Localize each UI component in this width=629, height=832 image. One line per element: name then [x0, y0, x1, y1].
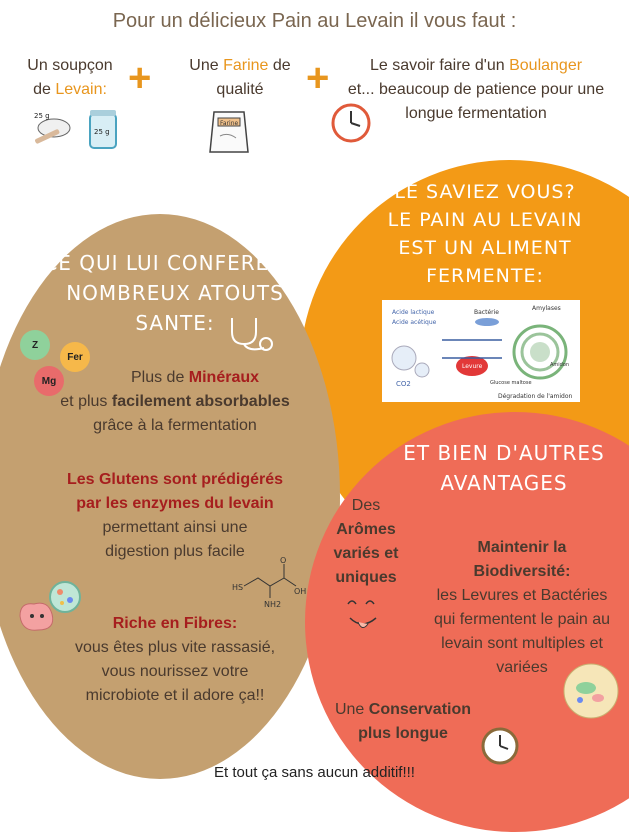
molecule-label-hs: HS: [232, 583, 244, 592]
diagram-label-amylases: Amylases: [532, 305, 561, 312]
bacteria-icon: [48, 580, 82, 614]
mineraux-line2-highlight: facilement absorbables: [111, 393, 290, 410]
mineral-zinc: Z: [20, 330, 50, 360]
conservation-paragraph: [322, 698, 484, 746]
gluten-line4: digestion plus facile: [105, 543, 245, 560]
biodiversite-line4: qui fermentent le pain au: [433, 611, 611, 628]
fibres-line1: [30, 612, 320, 636]
fibres-line4: microbiote et il adore ça!!: [85, 687, 265, 704]
clock-icon-2: [480, 726, 520, 766]
autres-heading: [384, 438, 624, 498]
diagram-label-glucose: Glucose maltose: [490, 380, 532, 386]
levain-jar-icon: [32, 104, 122, 152]
aromes-line2: variés et: [333, 545, 399, 562]
diagram-label-acide-lactique: Acide lactique: [392, 309, 435, 316]
microbe-icon: [562, 662, 620, 720]
flour-bag-label: Farine: [220, 120, 239, 127]
fibres-pre: Riche en: [112, 615, 184, 632]
biodiversite-line6: variées: [496, 659, 548, 676]
spoon-weight-label: 25 g: [34, 112, 50, 120]
fibres-line3: vous nourissez votre: [101, 663, 249, 680]
fibres-highlight: Fibres:: [183, 615, 238, 632]
autres-line-1: ET BIEN D'AUTRES: [403, 441, 605, 465]
jar-weight-label: 25 g: [94, 128, 110, 136]
ingredient-farine-post: de: [268, 57, 291, 74]
plus-icon-2: +: [306, 56, 330, 100]
ingredient-boulanger-line1: [326, 54, 626, 78]
aromes-line1: Arômes: [336, 521, 396, 538]
footer-text: Et tout ça sans aucun additif!!!: [214, 764, 415, 781]
ingredient-levain-highlight: Levain:: [55, 81, 107, 98]
ingredient-farine-line1: [170, 54, 310, 78]
gluten-line2: par les enzymes du levain: [76, 495, 274, 512]
biodiversite-line1: Maintenir la: [477, 539, 567, 556]
biodiversite-line3: les Levures et Bactéries: [436, 587, 608, 604]
conservation-line1: [322, 698, 484, 722]
molecule-label-nh2: NH2: [264, 600, 282, 608]
biodiversite-line2: Biodiversité:: [473, 563, 571, 580]
biodiversite-paragraph: [416, 536, 628, 680]
ingredient-farine-pre: Une: [189, 57, 224, 74]
saviez-line-4: FERMENTE:: [426, 265, 544, 287]
atouts-line-2: NOMBREUX ATOUTS: [66, 281, 284, 305]
ingredient-levain-line2: [10, 78, 130, 102]
mineraux-line1: [30, 366, 320, 390]
conservation-highlight: Conservation: [368, 701, 472, 718]
molecule-label-oh: OH: [294, 587, 307, 596]
mineraux-highlight: Minéraux: [188, 369, 260, 386]
ingredient-boulanger-line2: et... beaucoup de patience pour une: [347, 81, 605, 98]
cysteine-molecule-icon: [230, 556, 310, 608]
flour-bag-icon: [208, 106, 250, 156]
atouts-line-3: SANTE:: [135, 311, 215, 335]
saviez-line-2: LE PAIN AU LEVAIN: [387, 209, 583, 231]
atouts-heading: [20, 248, 330, 338]
ingredient-farine: [170, 54, 310, 102]
biodiversite-line5: levain sont multiples et: [441, 635, 603, 652]
diagram-label-amidon: Amidon: [550, 362, 570, 368]
page-title: Pour un délicieux Pain au Levain il vous faut :: [112, 10, 517, 32]
fibres-paragraph: [30, 612, 320, 708]
diagram-label-bacterie: Bactérie: [474, 309, 499, 316]
saviez-heading: [350, 178, 620, 290]
diagram-label-levure: Levure: [462, 363, 483, 370]
fermentation-diagram: [382, 300, 580, 402]
mineraux-pre: Plus de: [130, 369, 189, 386]
gluten-paragraph: [30, 468, 320, 564]
aromes-pre: Des: [351, 497, 381, 514]
mineraux-paragraph: [30, 366, 320, 438]
ingredient-levain-pre: de: [33, 81, 56, 98]
ingredient-farine-line2: qualité: [216, 81, 264, 98]
ingredient-boulanger-line3: longue fermentation: [405, 105, 547, 122]
ingredient-boulanger-pre: Le savoir faire d'un: [369, 57, 510, 74]
mineral-fer: Fer: [60, 342, 90, 372]
clock-icon: [330, 102, 372, 144]
molecule-label-o: O: [280, 556, 287, 565]
diagram-label-co2: CO2: [396, 380, 411, 388]
autres-line-2: AVANTAGES: [440, 471, 568, 495]
fibres-line2: vous êtes plus vite rassasié,: [74, 639, 276, 656]
mineraux-line2: [30, 390, 320, 414]
saviez-line-1: LE SAVIEZ VOUS?: [394, 181, 576, 203]
gluten-line3: permettant ainsi une: [102, 519, 248, 536]
diagram-label-degradation: Dégradation de l'amidon: [498, 393, 573, 400]
ingredient-levain: [10, 54, 130, 102]
ingredient-farine-highlight: Farine: [223, 57, 269, 74]
conservation-pre: Une: [334, 701, 369, 718]
ingredient-boulanger-highlight: Boulanger: [509, 57, 583, 74]
conservation-line2: plus longue: [358, 725, 448, 742]
plus-icon: +: [128, 56, 152, 100]
diagram-label-acide-acetique: Acide acétique: [392, 319, 437, 326]
mineraux-line2-pre: et plus: [60, 393, 112, 410]
gluten-line1: Les Glutens sont prédigérés: [66, 471, 284, 488]
saviez-line-3: EST UN ALIMENT: [398, 237, 572, 259]
aromes-line3: uniques: [335, 569, 397, 586]
atouts-line-1: CE QUI LUI CONFERE DE: [43, 251, 307, 275]
tasting-face-icon: [340, 594, 386, 638]
stethoscope-icon: [228, 314, 276, 354]
aromes-paragraph: [318, 494, 414, 590]
ingredient-levain-line1: Un soupçon: [27, 57, 113, 74]
mineraux-line3: grâce à la fermentation: [93, 417, 257, 434]
mineral-mg: Mg: [34, 366, 64, 396]
